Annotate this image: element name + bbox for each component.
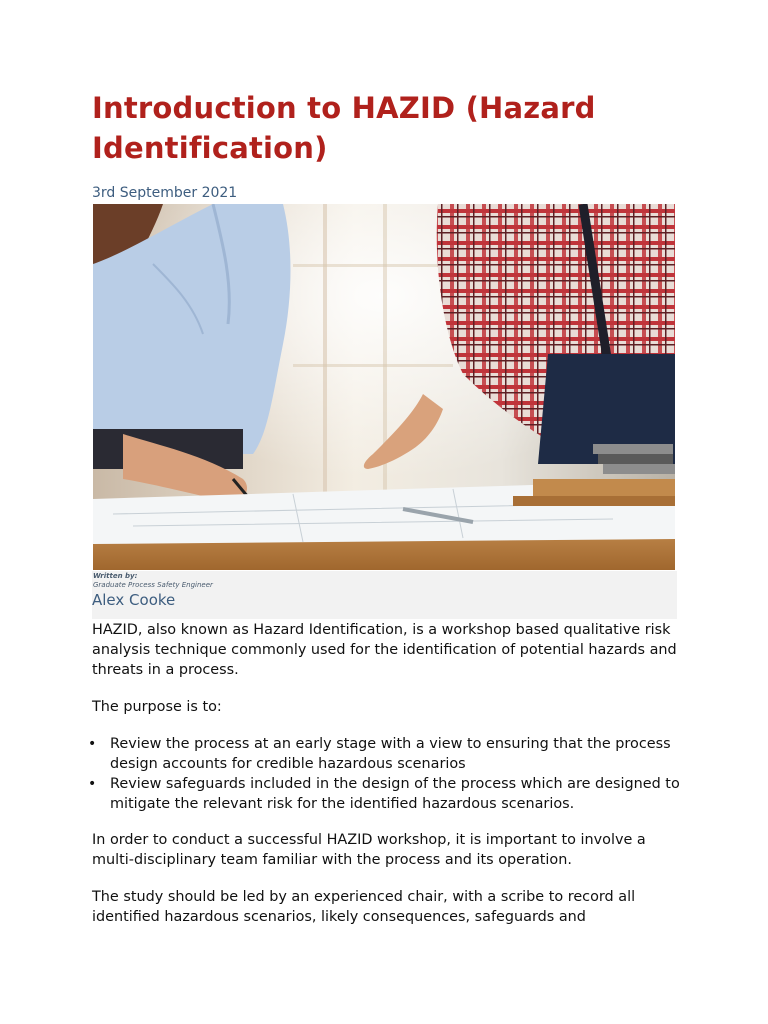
author-name: Alex Cooke xyxy=(92,591,176,609)
bullet-icon: • xyxy=(88,736,97,752)
purpose-list xyxy=(88,734,684,814)
written-by-label: Written by: xyxy=(93,572,138,580)
team-paragraph: In order to conduct a successful HAZID workshop, it is important to involve a multi-disciplinary team familiar with the process and its operation. xyxy=(92,832,646,868)
purpose-lead: The purpose is to: xyxy=(92,699,222,715)
bullet-icon: • xyxy=(88,776,97,792)
author-card xyxy=(92,571,677,619)
hero-photo xyxy=(93,204,675,570)
intro-paragraph: HAZID, also known as Hazard Identification, is a workshop based qualitative risk analysis technique commonly used for the identification of potential hazards and threats in a process. xyxy=(92,622,677,678)
list-item-text: Review the process at an early stage with a view to ensuring that the process design accounts for credible hazardous scenarios xyxy=(110,736,671,772)
list-item xyxy=(88,734,684,774)
article-title: Introduction to HAZID (Hazard Identification) xyxy=(92,91,596,165)
list-item xyxy=(88,774,684,814)
article-date: 3rd September 2021 xyxy=(92,185,238,201)
author-role: Graduate Process Safety Engineer xyxy=(93,581,213,589)
list-item-text: Review safeguards included in the design of the process which are designed to mitigate the relevant risk for the identified hazardous scenarios. xyxy=(110,776,680,812)
chair-paragraph: The study should be led by an experienced chair, with a scribe to record all identified hazardous scenarios, likely consequences, safeguards and xyxy=(92,889,636,925)
